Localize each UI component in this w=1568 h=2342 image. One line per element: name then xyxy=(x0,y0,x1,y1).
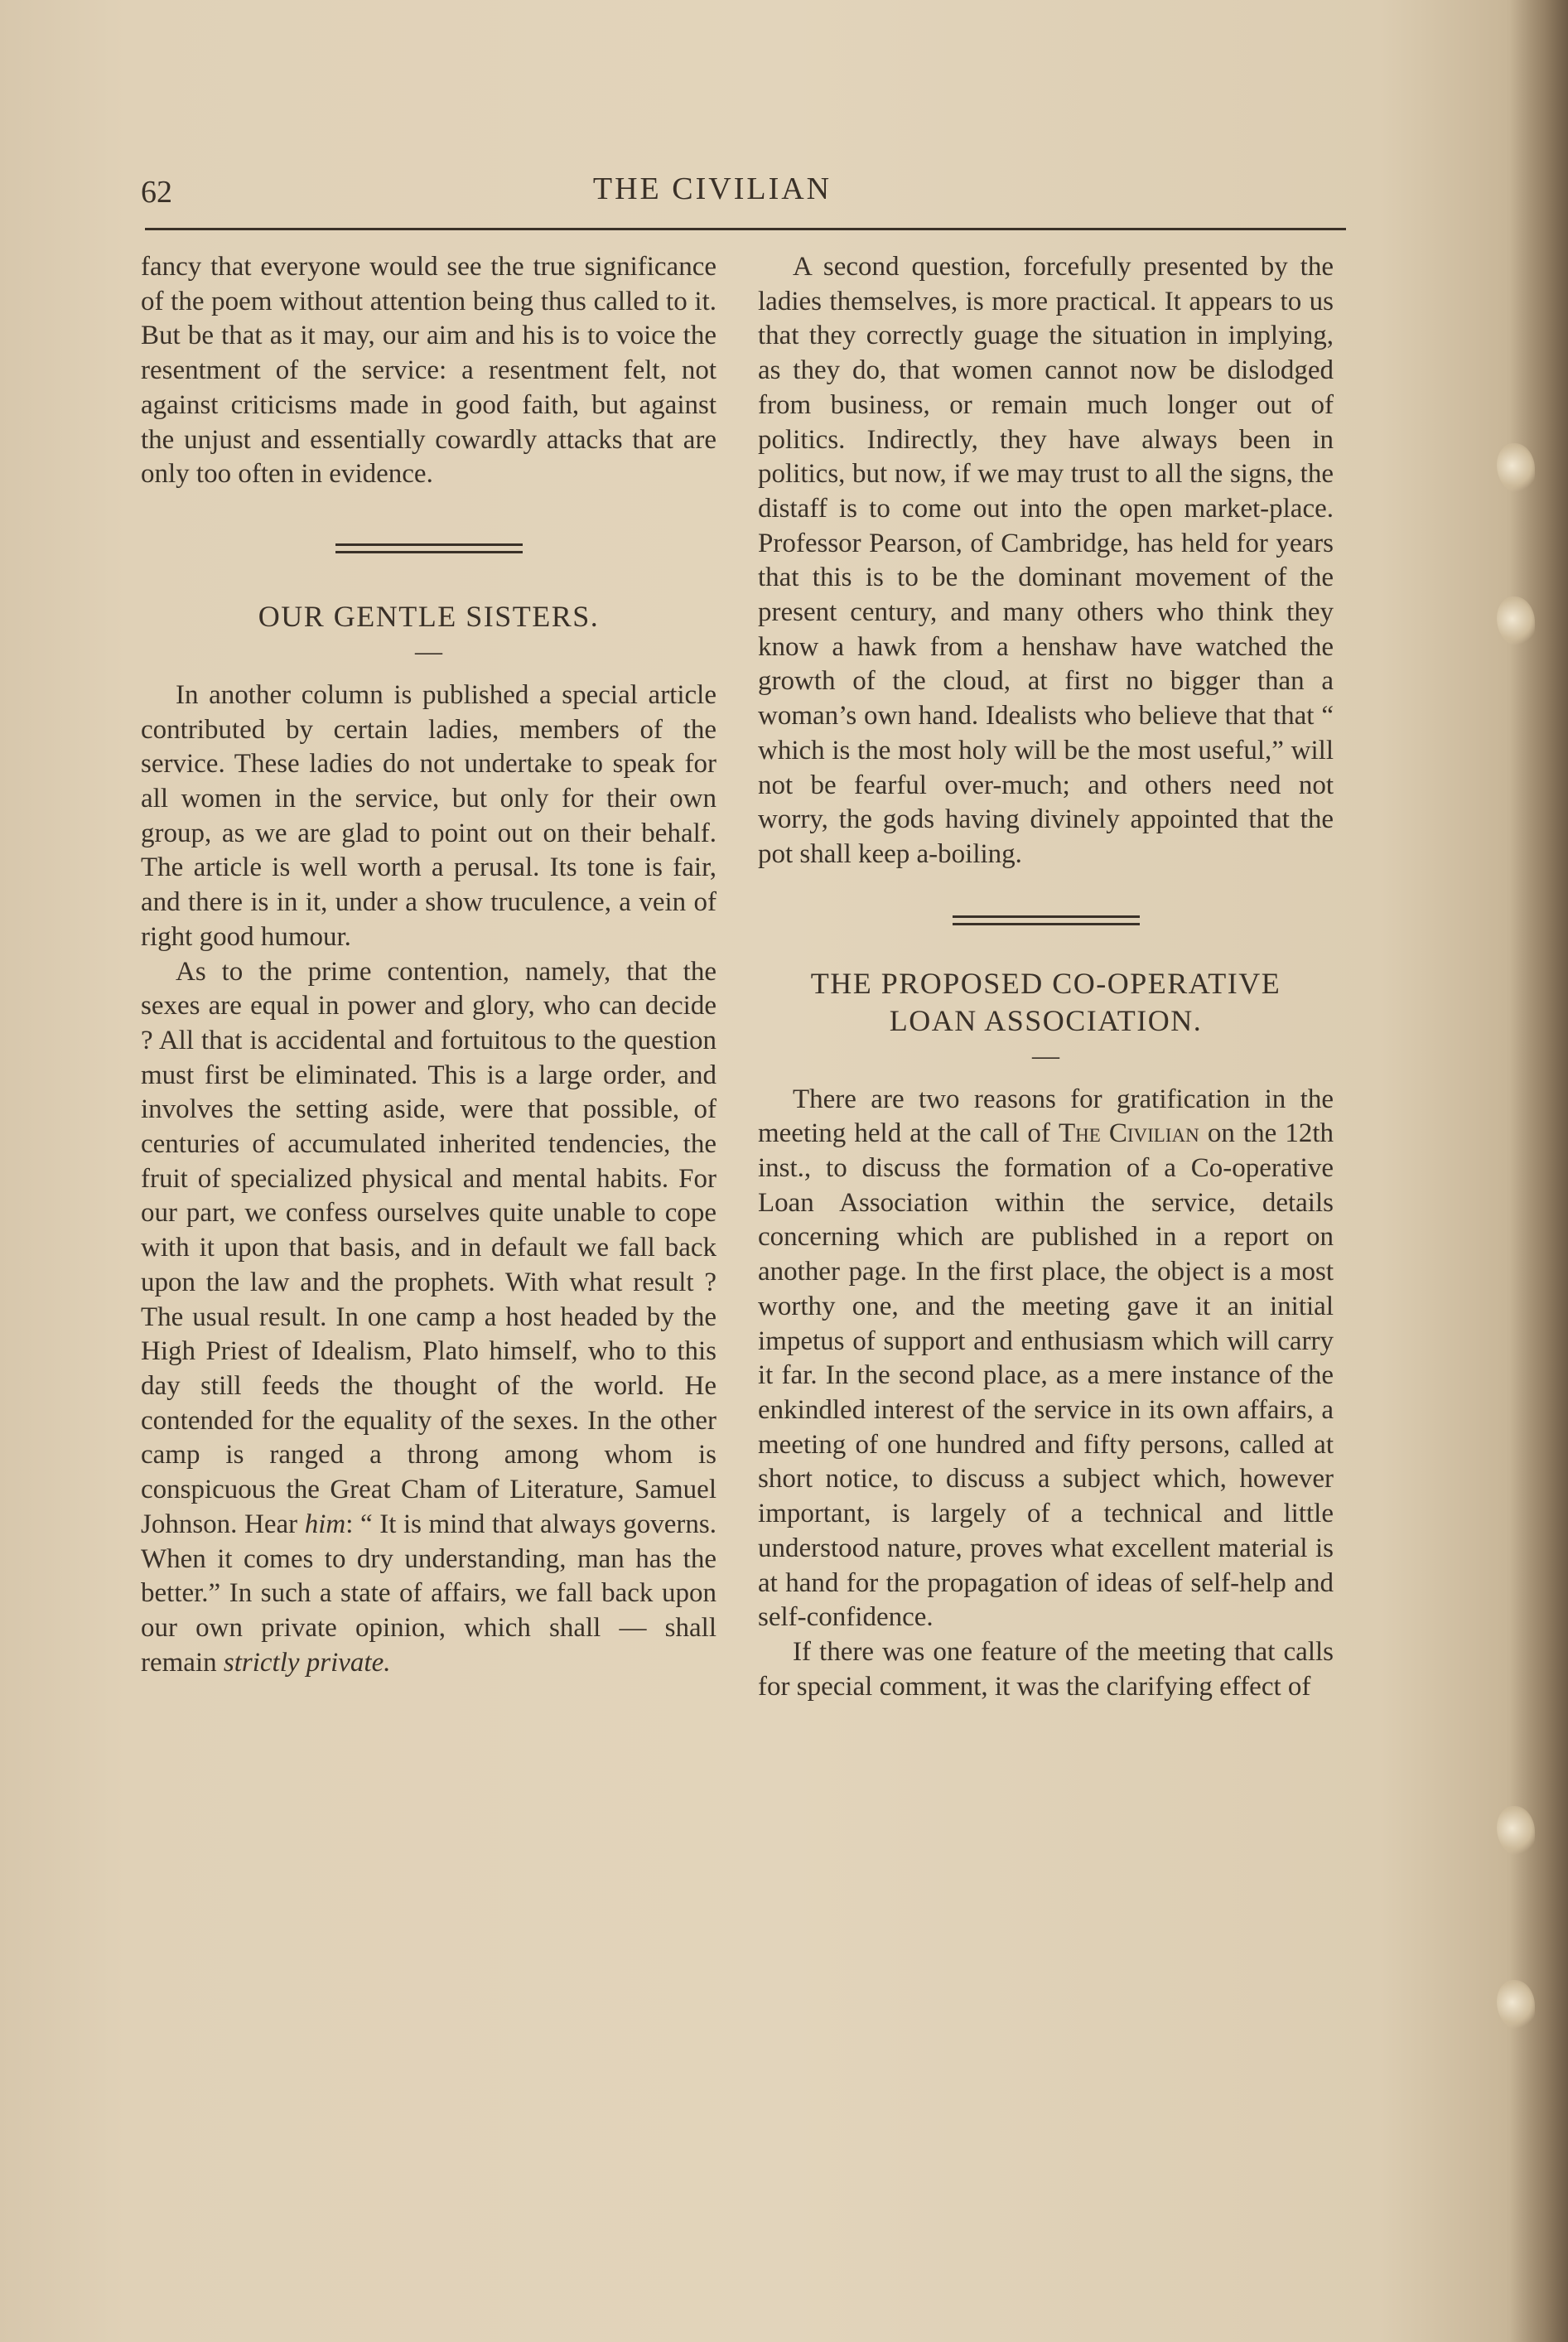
section-title: OUR GENTLE SISTERS. xyxy=(258,599,600,633)
page-edge-damage xyxy=(1497,596,1535,646)
italic-emphasis: strictly private. xyxy=(223,1647,391,1678)
header-rule xyxy=(145,228,1346,230)
article-paragraph: If there was one feature of the meeting that calls for special comment, it was the clarifying effect of xyxy=(758,1636,1334,1702)
section-divider xyxy=(953,915,1140,925)
article-paragraph: A second question, forcefully presented by the ladies themselves, is more practical. It appears to us that they correctly guage the situation in implying, as they do, that women cannot now be dislodged from business, or remain much longer out of politics. Indirectly, they have always been in politics, but now, if we may trust to all the signs, the distaff is to come out into the open market-place. Professor Pearson, of Cambridge, has held for years that this is to be the dominant movement of the present century, and many others who think they know a hawk from a henshaw have watched the growth of the cloud, at first no bigger than a woman’s own hand. Idealists who believe that that “ which is the most holy will be the most useful,” will not be fearful over-much; and others need not worry, the gods having divinely appointed that the pot shall keep a-boiling. xyxy=(758,252,1334,869)
continued-paragraph: fancy that everyone would see the true significance of the poem without attention being thus called to it. But be that as it may, our aim and his is to voice the resentment of the service: a resentment felt, not against criticisms made in good faith, but against the unjust and essentially cowardly attacks that are only too often in evidence. xyxy=(141,252,716,490)
section-title: LOAN ASSOCIATION. xyxy=(889,1003,1203,1037)
section-dash: — xyxy=(415,636,442,667)
paragraph-text: There are two reasons for gratification in the meeting held at the call of xyxy=(758,1084,1334,1149)
paragraph-text: As to the prime contention, namely, that the sexes are equal in power and glory, who can decide ? All that is accidental and fortuitous to the question must first be eliminated. This is a large order, and involves the setting aside, were that possible, of centuries of accumulated inherited tendencies, the fruit of specialized physical and mental habits. For our part, we confess ourselves quite unable to cope with it upon that basis, and in default we fall back upon the law and the prophets. With what result ? The usual result. In one camp a host headed by the High Priest of Idealism, Plato himself, who to this day still feeds the thought of the world. He contended for the equality of the sexes. In the other camp is ranged a throng among whom is conspicuous the Great Cham of Literature, Samuel Johnson. Hear xyxy=(141,956,716,1539)
section-dash: — xyxy=(1032,1041,1059,1071)
article-paragraph xyxy=(141,955,716,1681)
article-paragraph: In another column is published a special article contributed by certain ladies, members of the service. These ladies do not undertake to speak for all women in the service, but only for their own group, as we are glad to point out on their behalf. The article is well worth a perusal. Its tone is fair, and there is in it, under a show truculence, a vein of right good humour. xyxy=(141,679,716,952)
article-paragraph xyxy=(758,1083,1334,1635)
page-edge-damage xyxy=(1497,1980,1535,2030)
publication-name: The Civilian xyxy=(1058,1118,1199,1149)
italic-emphasis: him xyxy=(304,1509,346,1539)
page-number: 62 xyxy=(141,175,172,210)
running-title: THE CIVILIAN xyxy=(592,171,832,206)
paragraph-text: : “ It is mind that always governs. When it comes to dry understanding, man has the better.” In such a state of affairs, we fall back upon our own private opinion, which shall — shall remain xyxy=(141,1509,716,1678)
section-divider xyxy=(335,543,523,553)
left-column xyxy=(141,250,716,1680)
right-column xyxy=(758,250,1334,1704)
section-title: THE PROPOSED CO-OPERATIVE xyxy=(810,966,1281,1000)
paragraph-text: on the 12th inst., to discuss the formation of a Co-operative Loan Association within the service, details concerning which are published in a report on another page. In the first place, the object is a most worthy one, and the meeting gave it an initial impetus of support and enthusiasm which will carry it far. In the second place, as a mere instance of the enkindled interest of the service in its own affairs, a meeting of one hundred and fifty persons, called at short notice, to discuss a subject which, however important, is largely of a technical and little understood nature, proves what excellent material is at hand for the propagation of ideas of self-help and self-confidence. xyxy=(758,1118,1334,1633)
page-edge-damage xyxy=(1497,1806,1535,1856)
page-edge-damage xyxy=(1497,443,1535,493)
